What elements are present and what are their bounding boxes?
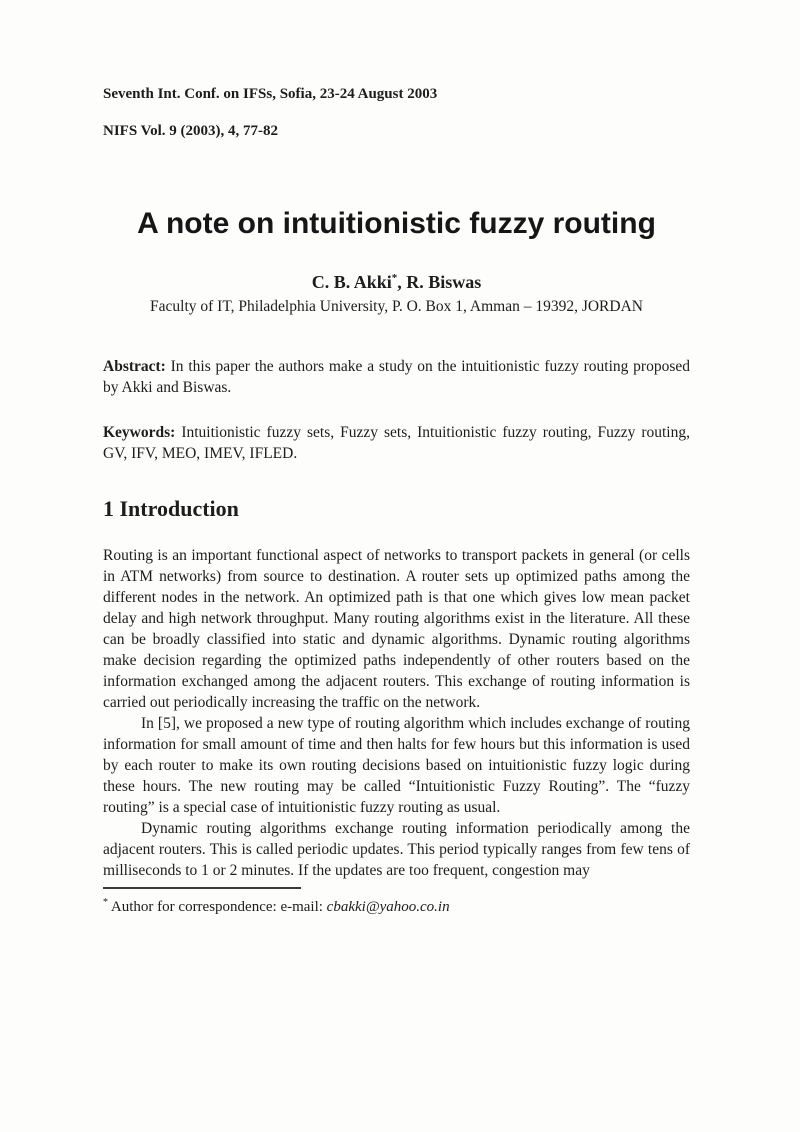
author-name-2: , R. Biswas <box>397 272 482 292</box>
journal-volume-line: NIFS Vol. 9 (2003), 4, 77-82 <box>103 123 279 139</box>
footnote-asterisk: * <box>103 897 108 908</box>
keywords-paragraph <box>103 422 690 464</box>
conference-header-line: Seventh Int. Conf. on IFSs, Sofia, 23-24 August 2003 <box>103 86 438 102</box>
keywords-text: Intuitionistic fuzzy sets, Fuzzy sets, Intuitionistic fuzzy routing, Fuzzy routing, GV, IFV, MEO, IMEV, IFLED. <box>103 424 690 462</box>
footnote-divider <box>103 887 301 889</box>
footnote-text: Author for correspondence: e-mail: <box>108 899 327 915</box>
abstract-label: Abstract: <box>103 358 166 375</box>
author-name-1: C. B. Akki <box>311 272 392 292</box>
abstract-text: In this paper the authors make a study on the intuitionistic fuzzy routing proposed by Akki and Biswas. <box>103 358 690 396</box>
authors-line <box>103 271 690 293</box>
keywords-label: Keywords: <box>103 424 176 441</box>
section-heading-introduction: 1 Introduction <box>103 496 239 521</box>
affiliation-line: Faculty of IT, Philadelphia University, P. O. Box 1, Amman – 19392, JORDAN <box>150 298 643 315</box>
body-paragraph-3: Dynamic routing algorithms exchange routing information periodically among the adjacent routers. This is called periodic updates. This period typically ranges from few tens of milliseconds to 1 or 2 minutes. If the updates are too frequent, congestion may <box>103 820 690 879</box>
abstract-paragraph <box>103 356 690 398</box>
author-asterisk: * <box>391 272 398 284</box>
footnote-email: cbakki@yahoo.co.in <box>326 899 450 915</box>
footnote <box>103 897 690 917</box>
page-title: A note on intuitionistic fuzzy routing <box>137 207 656 240</box>
body-paragraph-2: In [5], we proposed a new type of routing algorithm which includes exchange of routing information for small amount of time and then halts for few hours but this information is used by each router to make its own routing decisions based on intuitionistic fuzzy logic during these hours. The new routing may be called “Intuitionistic Fuzzy Routing”. The “fuzzy routing” is a special case of intuitionistic fuzzy routing as usual. <box>103 715 690 816</box>
body-paragraph-1: Routing is an important functional aspect of networks to transport packets in general (or cells in ATM networks) from source to destination. A router sets up optimized paths among the different nodes in the network. An optimized path is that one which gives low mean packet delay and high network throughput. Many routing algorithms exist in the literature. All these can be broadly classified into static and dynamic algorithms. Dynamic routing algorithms make decision regarding the optimized paths independently of other routers based on the information exchanged among the adjacent routers. This exchange of routing information is carried out periodically increasing the traffic on the network. <box>103 547 690 711</box>
